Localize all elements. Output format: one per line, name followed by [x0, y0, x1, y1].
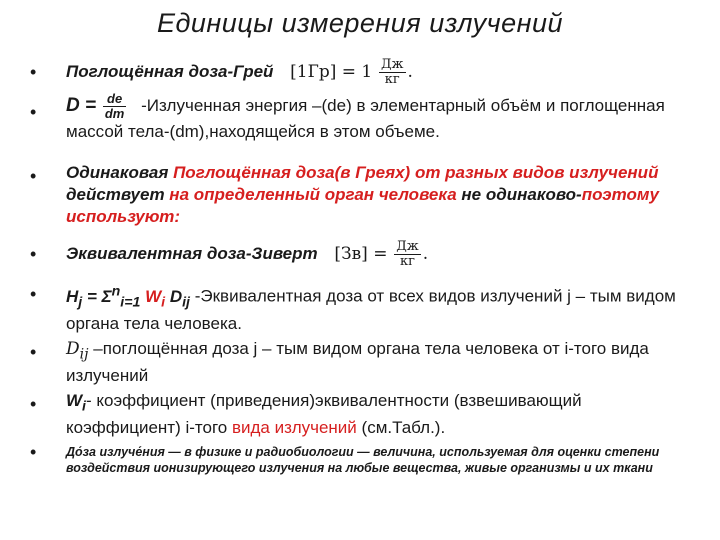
bullet: •	[30, 284, 37, 304]
dose-note-text: До́за излуче́ния — в физике и радиобиологии — величина, используемая для оценки степени воздействия ионизирующего излучения на любые вещества, живые организмы и их ткани	[66, 445, 660, 475]
list-item-gray-unit: • Поглощённая доза-Грей [1Гр] = 1 $\frac{Дж}{кг}$ .	[30, 57, 413, 87]
sievert-fraction: $\frac{Дж}{кг}$	[396, 239, 419, 269]
list-item-dose-definition	[30, 92, 700, 152]
dij-symbol: $D_{ij}$	[66, 339, 89, 363]
list-item-sievert-unit: • Эквивалентная доза-Зиверт [Зв] = $\frac{Дж}{кг}$ .	[30, 239, 429, 269]
bullet: •	[30, 62, 37, 82]
list-item-dose-note	[30, 444, 700, 498]
dij-text: –поглощённая доза j – тым видом органа тела человека от i-того вида излучений	[66, 339, 649, 386]
sievert-dose-label: Эквивалентная доза-Зиверт	[66, 243, 318, 263]
list-item-equivalent-formula	[30, 280, 700, 336]
gray-dose-label: Поглощённая доза-Грей	[66, 61, 274, 81]
bullet: •	[30, 166, 37, 186]
bullet: •	[30, 442, 37, 462]
list-item-absorbed-dose-dij	[30, 338, 700, 388]
bullet: •	[30, 394, 37, 414]
slide-title: Единицы измерения излучений	[156, 8, 564, 38]
bullet: •	[30, 342, 37, 362]
sievert-formula-lhs: [Зв] =	[334, 243, 388, 264]
radiation-type-highlight: вида излучений	[231, 418, 357, 438]
equivalent-dose-text: -Эквивалентная доза от всех видов излучений j – тым видом органа тела человека.	[66, 286, 676, 334]
dose-symbol: D =	[66, 94, 97, 116]
wi-symbol: $W_i$	[66, 391, 86, 415]
gray-fraction: $\frac{Дж}{кг}$	[380, 57, 404, 87]
equivalent-dose-formula: $H_j = \Sigma^n_{i=1}$ $W_i$ $D_{ij}$	[66, 283, 190, 311]
dose-fraction: $\frac{de}{dm}$	[104, 91, 125, 121]
bullet: •	[30, 244, 37, 264]
list-item-weighting-factor: • $W_i-$ коэффициент (приведения)эквивалентности (взвешивающий коэффициент) i-того вида излучений (см.Табл.).	[30, 391, 582, 438]
dose-definition-text: -Излученная энергия –(de) в элементарный объём и поглощенная массой тела-(dm),находящейся в этом объеме.	[66, 95, 665, 141]
list-item-same-dose: • Одинаковая Поглощённая доза(в Греях) от разных видов излучений действует на определенный орган человека не одинаково-поэтому используют:	[30, 163, 659, 226]
bullet: •	[30, 102, 37, 122]
gray-formula-lhs: [1Гр] = 1	[290, 61, 373, 82]
